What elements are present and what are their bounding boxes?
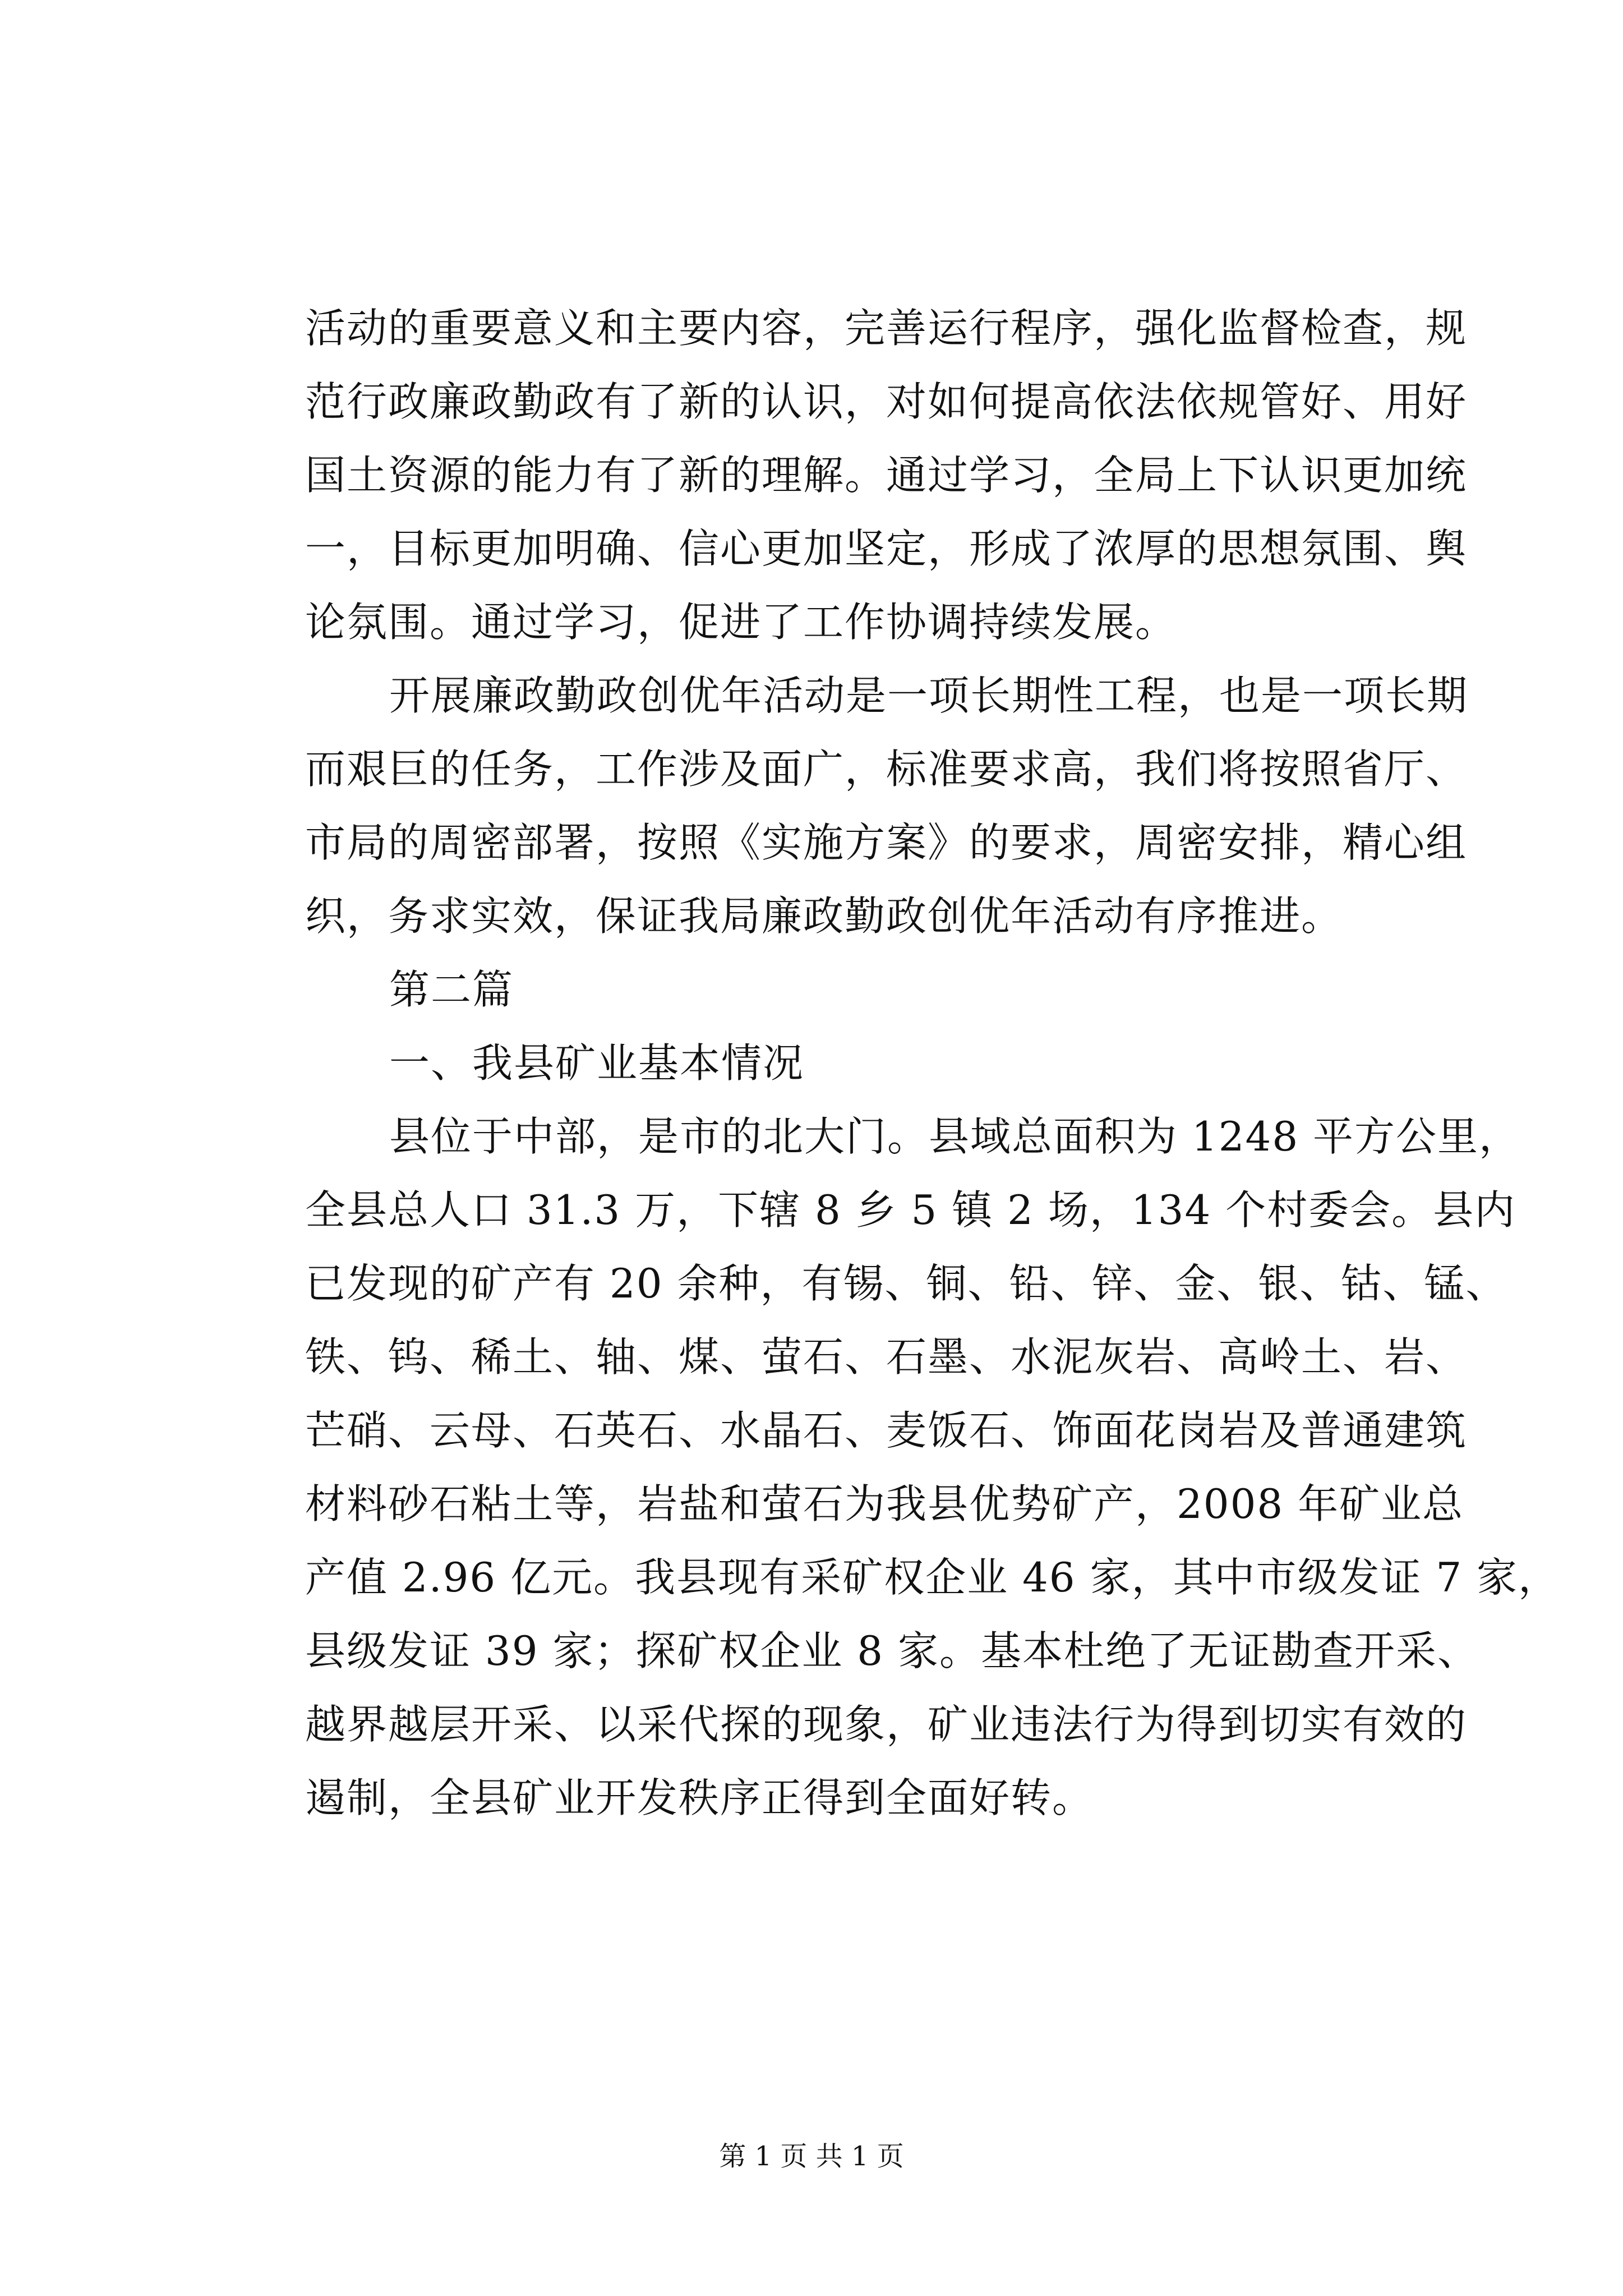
- text-line: 一，目标更加明确、信心更加坚定，形成了浓厚的思想氛围、舆: [305, 525, 1468, 572]
- text-line: 县级发证 39 家；探矿权企业 8 家。基本杜绝了无证勘查开采、: [305, 1627, 1479, 1674]
- subsection-heading: 一、我县矿业基本情况: [389, 1039, 805, 1087]
- text-line: 遏制，全县矿业开发秩序正得到全面好转。: [305, 1774, 1094, 1821]
- text-line: 越界越层开采、以采代探的现象，矿业违法行为得到切实有效的: [305, 1701, 1468, 1748]
- text-line: 织，务求实效，保证我局廉政勤政创优年活动有序推进。: [305, 892, 1343, 940]
- text-line: 范行政廉政勤政有了新的认识，对如何提高依法依规管好、用好: [305, 378, 1468, 425]
- section-heading: 第二篇: [389, 966, 514, 1013]
- text-line: 而艰巨的任务，工作涉及面广，标准要求高，我们将按照省厅、: [305, 746, 1468, 793]
- text-line: 铁、钨、稀土、轴、煤、萤石、石墨、水泥灰岩、高岭土、岩、: [305, 1333, 1468, 1381]
- text-line: 国土资源的能力有了新的理解。通过学习，全局上下认识更加统: [305, 452, 1468, 499]
- text-line: 开展廉政勤政创优年活动是一项长期性工程，也是一项长期: [389, 672, 1469, 719]
- text-line: 县位于中部，是市的北大门。县域总面积为 1248 平方公里，: [389, 1113, 1521, 1160]
- text-line: 活动的重要意义和主要内容，完善运行程序，强化监督检查，规: [305, 305, 1468, 352]
- text-line: 论氛围。通过学习，促进了工作协调持续发展。: [305, 599, 1177, 646]
- text-line: 市局的周密部署，按照《实施方案》的要求，周密安排，精心组: [305, 819, 1468, 866]
- text-line: 材料砂石粘土等，岩盐和萤石为我县优势矿产，2008 年矿业总: [305, 1480, 1464, 1527]
- text-line: 全县总人口 31.3 万，下辖 8 乡 5 镇 2 场，134 个村委会。县内: [305, 1186, 1516, 1234]
- text-line: 已发现的矿产有 20 余种，有锡、铜、铅、锌、金、银、钴、锰、: [305, 1260, 1507, 1307]
- text-line: 芒硝、云母、石英石、水晶石、麦饭石、饰面花岗岩及普通建筑: [305, 1407, 1468, 1454]
- page-footer: 第 1 页 共 1 页: [719, 2141, 904, 2172]
- document-body: [305, 292, 1560, 1835]
- text-line: 产值 2.96 亿元。我县现有采矿权企业 46 家，其中市级发证 7 家，: [305, 1554, 1560, 1601]
